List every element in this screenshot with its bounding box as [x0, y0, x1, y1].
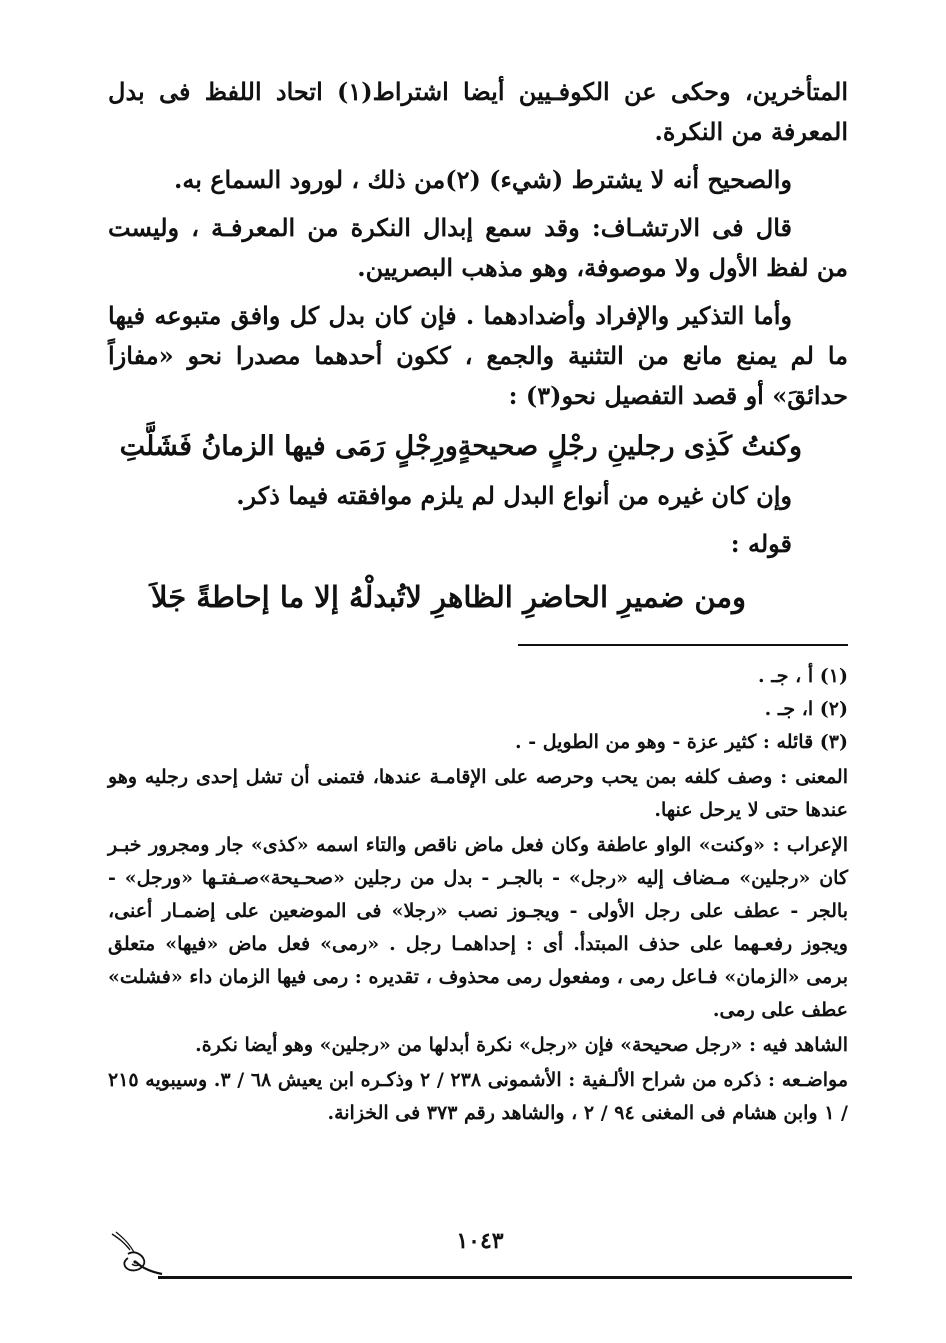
- footnotes: [108, 660, 848, 1130]
- footnote-2: (٢) ا، جـ .: [764, 698, 848, 720]
- main-paragraph-after-verse: وإن كان غيره من أنواع البدل لم يلزم موافقته فيما ذكر.: [236, 481, 792, 510]
- page-footer: [108, 1228, 852, 1288]
- footnote-parsing: الإعراب : «وكنت» الواو عاطفة وكان فعل ماض ناقص والتاء اسمه «كذى» جار ومجرور خبـر كان «رجلين» مـضاف إليه «رجل» - بالجـر - بدل من رجلين «صحـيحة»صـفتـها «ورجل» - بالجر - عطف على رجل الأولى - ويجـوز نصب «رجلا» فى الموضعين على إضمـار أعنى، ويجوز رفعـهما على حذف المبتدأ. أى : إحداهمـا رجل . «رمى» فعل ماض «فيها» متعلق برمى «الزمان» فـاعل رمى ، ومفعول رمى محذوف ، تقديره : رمى فيها الزمان داء «فشلت» عطف على رمى.: [108, 834, 848, 1021]
- main-paragraph-3: قال فى الارتشـاف: وقد سمع إبدال النكرة من المعرفـة ، وليست من لفظ الأول ولا موصوفة، وهو مذهب البصريين.: [108, 213, 848, 282]
- main-paragraph-2: والصحيح أنه لا يشترط (شيء) (٢)من ذلك ، لورود السماع به.: [173, 165, 792, 194]
- verse-kuthayyir: [108, 424, 848, 470]
- main-paragraph-1: المتأخرين، وحكى عن الكوفـيين أيضا اشتراط(١) اتحاد اللفظ فى بدل المعرفة من النكرة.: [108, 77, 849, 146]
- verse-first-hemistich: وكنتُ كَذِى رجلينِ رجْلٍ صحيحةٍ: [457, 431, 802, 462]
- footnote-3: (٣) قائله : كثير عزة - وهو من الطويل - .: [515, 731, 848, 753]
- footnote-sources: مواضـعه : ذكره من شراح الألـفية : الأشمونى ٢٣٨ / ٢ وذكـره ابن يعيش ٦٨ / ٣. وسيبويه ٢١٥ / ١ وابن هشام فى المغنى ٩٤ / ٢ ، والشاهد رقم ٣٧٣ فى الخزانة.: [108, 1069, 849, 1124]
- page-number: ١٠٤٣: [456, 1228, 504, 1254]
- verse-alfiyya: [108, 574, 848, 620]
- footnote-meaning: المعنى : وصف كلفه بمن يحب وحرصه على الإقامـة عندها، فتمنى أن تشل إحدى رجليه وهو عندها حتى لا يرحل عنها.: [108, 766, 848, 821]
- verse-first-hemistich: ومن ضميرِ الحاضرِ الظاهرِ لا: [405, 580, 746, 614]
- verse-second-hemistich: ورِجْلٍ رَمَى فيها الزمانُ فَشَلَّتِ: [119, 431, 458, 462]
- footnote-1: (١) أ ، جـ .: [757, 665, 848, 687]
- main-paragraph-4: وأما التذكير والإفراد وأضدادهما . فإن كان بدل كل وافق متبوعه فيها ما لم يمنع مانع من التثنية والجمع ، ككون أحدهما مصدرا نحو «مفازاً حدائقَ» أو قصد التفصيل نحو(٣) :: [108, 301, 848, 410]
- main-text: [108, 72, 848, 620]
- footnote-evidence: الشاهد فيه : «رجل صحيحة» فإن «رجل» نكرة أبدلها من «رجلين» وهو أيضا نكرة.: [195, 1034, 848, 1056]
- footnote-separator: [518, 644, 848, 646]
- verse-second-hemistich: تُبدلْهُ إلا ما إحاطةً جَلاَ: [150, 580, 406, 614]
- qawluh-label: قوله :: [730, 529, 792, 558]
- footer-rule: [158, 1276, 852, 1279]
- page-content: [108, 72, 848, 1130]
